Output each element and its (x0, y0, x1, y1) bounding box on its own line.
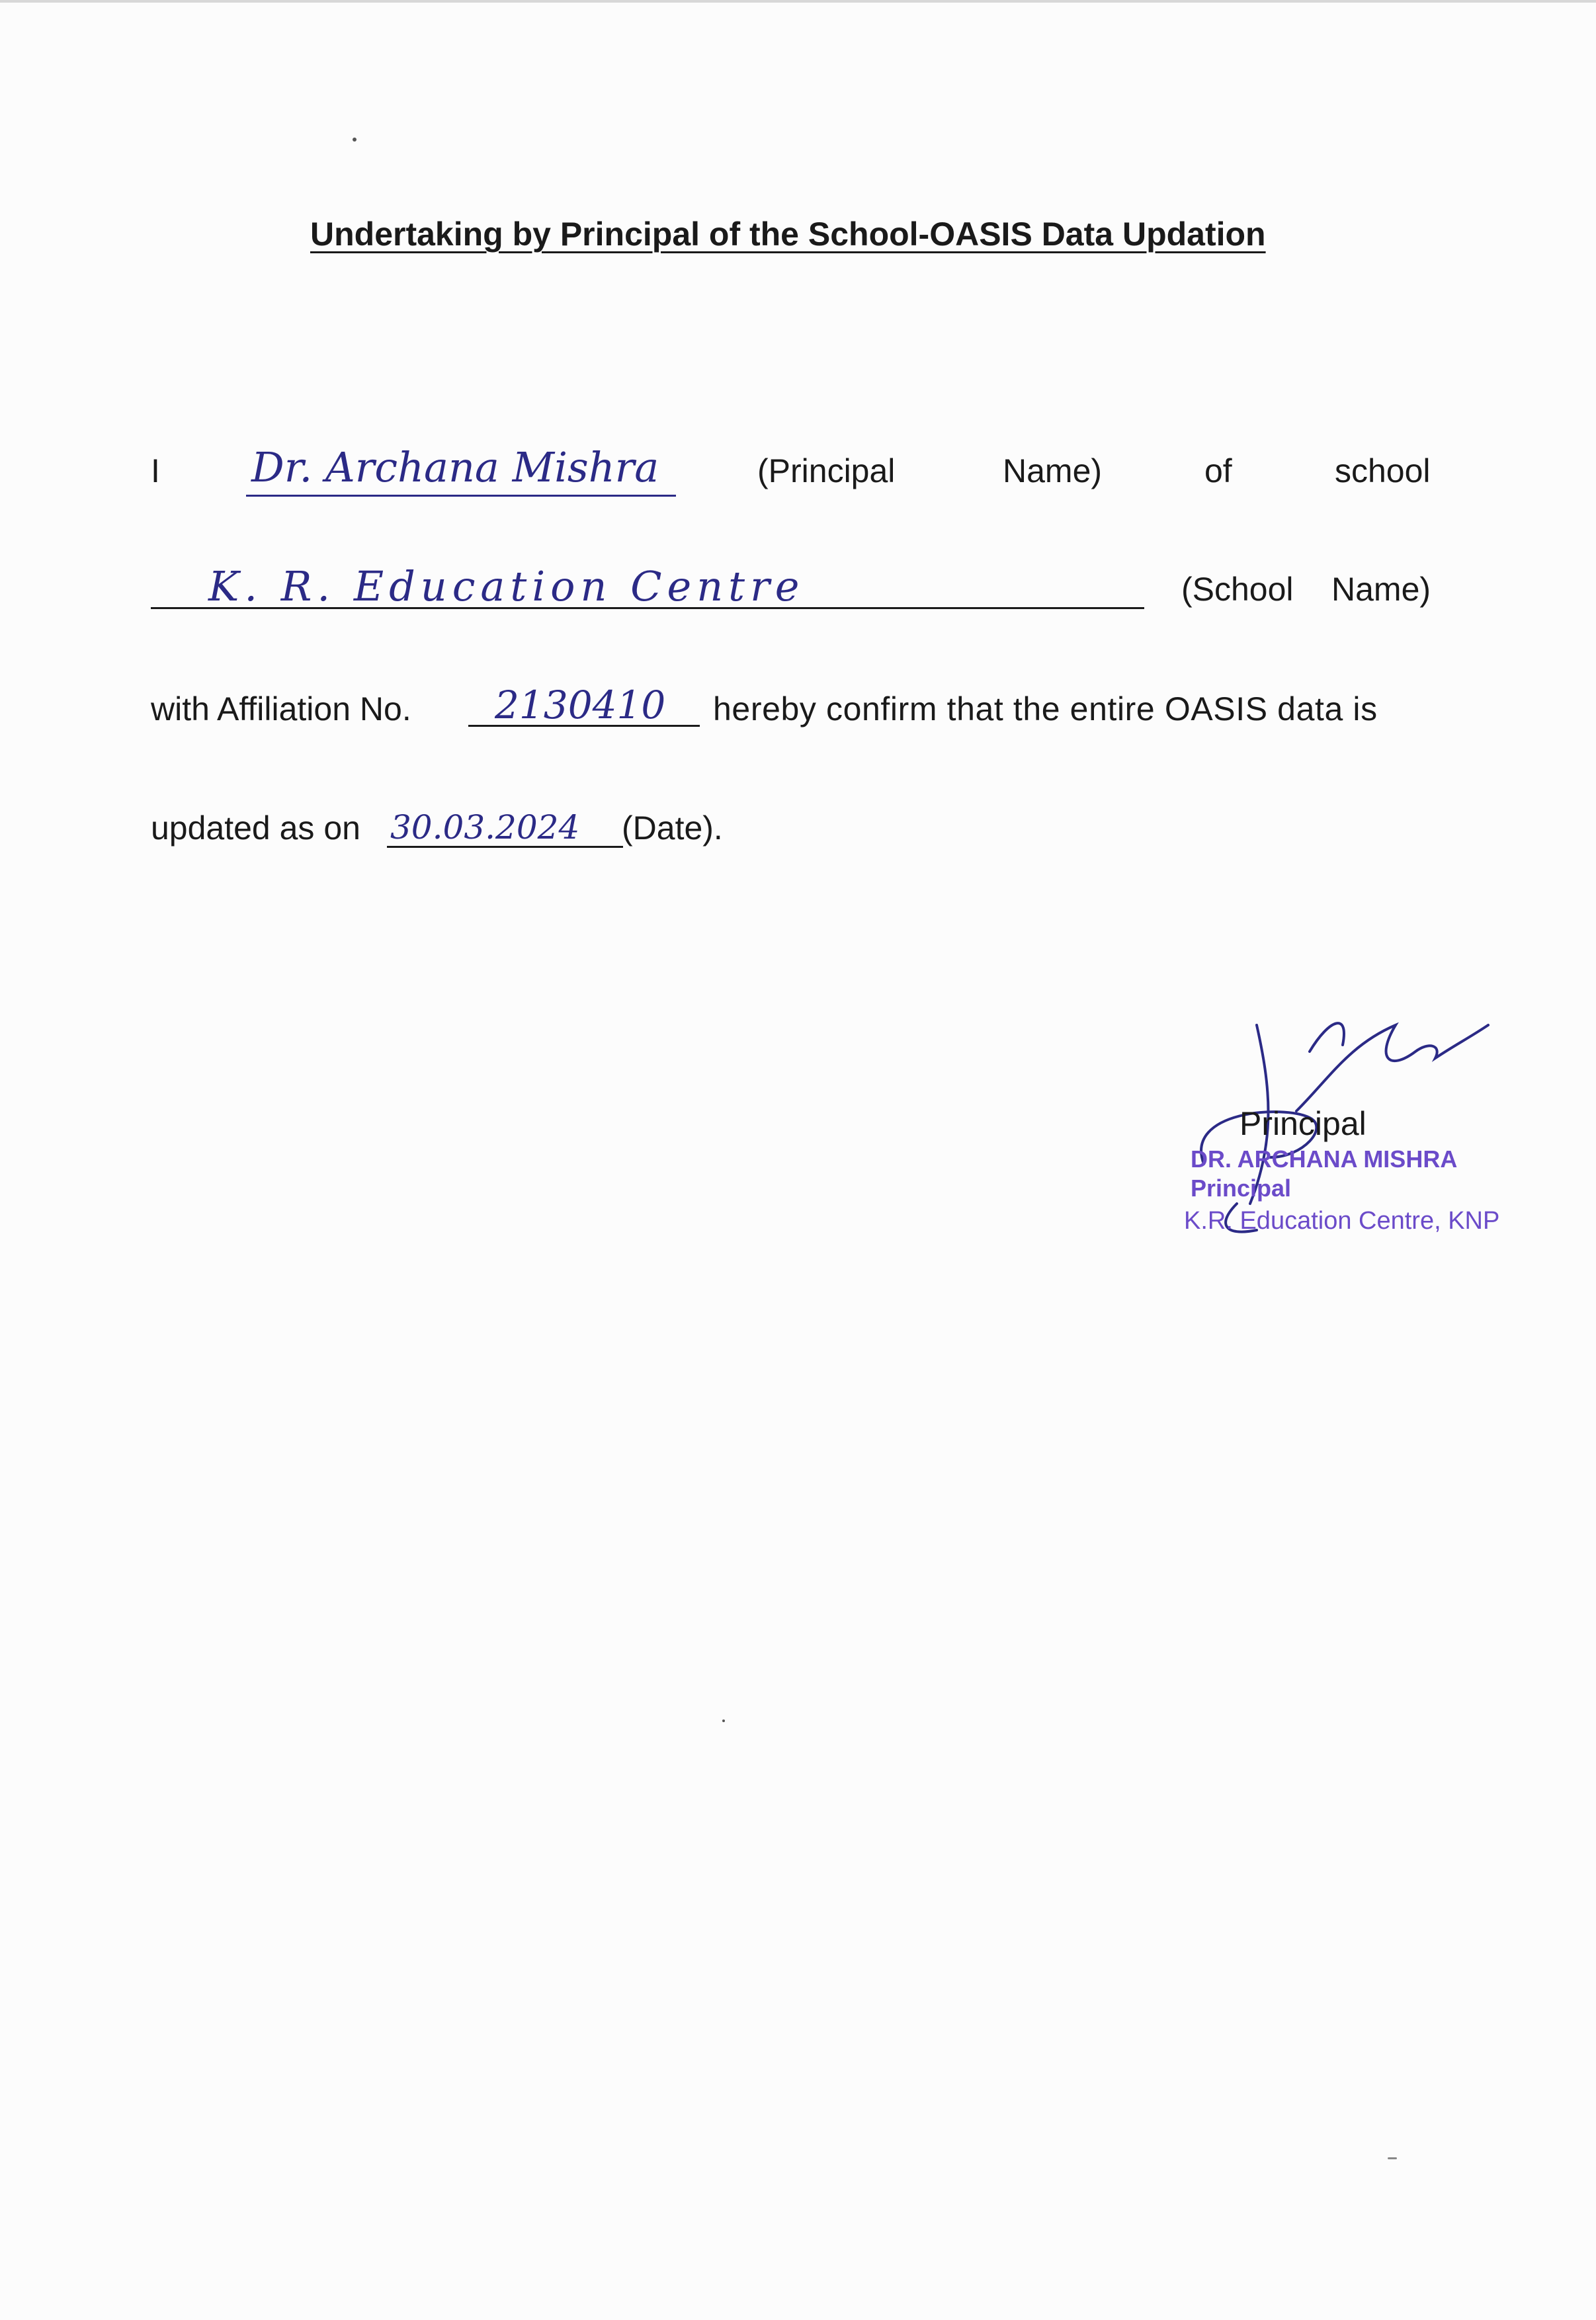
affiliation-underline (468, 725, 700, 727)
handwritten-principal-name: Dr. Archana Mishra (251, 443, 659, 491)
scan-top-edge (0, 0, 1596, 3)
stamp-designation: Principal (1191, 1175, 1292, 1202)
label-date: (Date). (622, 809, 723, 847)
pronoun-i: I (151, 452, 160, 489)
label-school-name: Name) (1331, 571, 1431, 608)
label-updated-as-on: updated as on (151, 809, 360, 847)
word-school: school (1335, 452, 1431, 489)
signature-stamp-block (1177, 1005, 1548, 1257)
page-title: Undertaking by Principal of the School-OASIS Data Updation (310, 216, 1266, 253)
label-name: Name) (1003, 452, 1103, 489)
stamp-principal-name: DR. ARCHANA MISHRA (1191, 1145, 1458, 1173)
date-underline (387, 846, 623, 848)
scan-mark (1388, 2157, 1397, 2159)
label-principal: (Principal (757, 452, 896, 489)
principal-name-underline (246, 495, 676, 497)
label-school: (School (1181, 571, 1294, 608)
handwritten-date: 30.03.2024 (390, 808, 580, 847)
confirmation-text: hereby confirm that the entire OASIS data is (713, 690, 1378, 727)
scan-speck (722, 1719, 725, 1722)
handwritten-school-name: K. R. Education Centre (208, 562, 805, 610)
stamp-school-name: K.R. Education Centre, KNP (1184, 1207, 1500, 1235)
word-of: of (1204, 452, 1232, 489)
handwritten-affiliation-number: 2130410 (495, 683, 666, 727)
school-name-underline (151, 607, 1144, 609)
principal-label: Principal (1239, 1105, 1366, 1142)
label-affiliation: with Affiliation No. (151, 690, 411, 727)
scan-speck (353, 138, 357, 142)
